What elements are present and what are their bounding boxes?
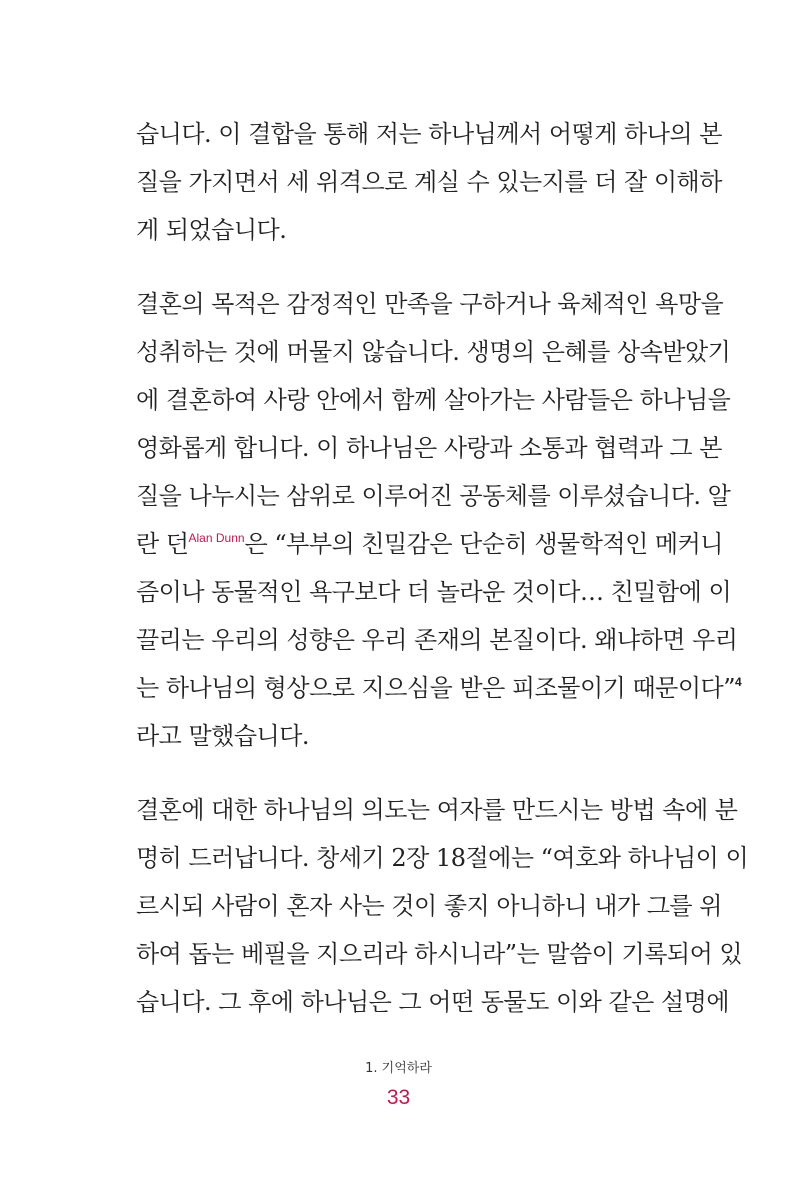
text-line: 질을 나누시는 삼위로 이루어진 공동체를 이루셨습니다. 알	[136, 482, 731, 510]
text-line: 성취하는 것에 머물지 않습니다. 생명의 은혜를 상속받았기	[136, 338, 731, 366]
text-fragment: 는 하나님의 형상으로 지으심을 받은 피조물이기 때문이다”	[136, 674, 735, 702]
text-line: 게 되었습니다.	[136, 216, 287, 244]
text-line: 하여 돕는 베필을 지으리라 하시니라”는 말씀이 기록되어 있	[136, 940, 743, 968]
text-line: 습니다. 그 후에 하나님은 그 어떤 동물도 이와 같은 설명에	[136, 988, 730, 1016]
paragraph-3	[136, 786, 749, 1026]
text-line: 습니다. 이 결합을 통해 저는 하나님께서 어떻게 하나의 본	[136, 120, 722, 148]
text-line: 명히 드러납니다. 창세기 2장 18절에는 “여호와 하나님이 이	[136, 844, 749, 872]
text-line-with-author	[136, 520, 723, 568]
text-line: 에 결혼하여 사랑 안에서 함께 살아가는 사람들은 하나님을	[136, 386, 731, 414]
text-line: 끌리는 우리의 성향은 우리 존재의 본질이다. 왜냐하면 우리	[136, 626, 738, 654]
text-fragment: 은 “부부의 친밀감은 단순히 생물학적인 메커니	[244, 530, 723, 558]
text-line: 질을 가지면서 세 위격으로 계실 수 있는지를 더 잘 이해하	[136, 168, 722, 196]
text-line: 결혼에 대한 하나님의 의도는 여자를 만드시는 방법 속에 분	[136, 796, 738, 824]
paragraph-2	[136, 280, 742, 760]
text-line: 즘이나 동물적인 욕구보다 더 놀라운 것이다… 친밀함에 이	[136, 578, 732, 606]
chapter-title: 1. 기억하라	[365, 1061, 432, 1076]
footnote-marker: 4	[734, 675, 742, 689]
text-line: 르시되 사람이 혼자 사는 것이 좋지 아니하니 내가 그를 위	[136, 892, 722, 920]
text-fragment: 란 던	[136, 530, 189, 558]
page-number: 33	[386, 1086, 411, 1109]
author-name-superscript: Alan Dunn	[188, 531, 245, 545]
text-line: 영화롭게 합니다. 이 하나님은 사랑과 소통과 협력과 그 본	[136, 434, 722, 462]
body-text	[136, 110, 749, 1052]
text-line: 결혼의 목적은 감정적인 만족을 구하거나 육체적인 욕망을	[136, 290, 724, 318]
text-line: 라고 말했습니다.	[136, 722, 310, 750]
text-line-with-footnote	[136, 664, 742, 712]
paragraph-1	[136, 110, 722, 254]
